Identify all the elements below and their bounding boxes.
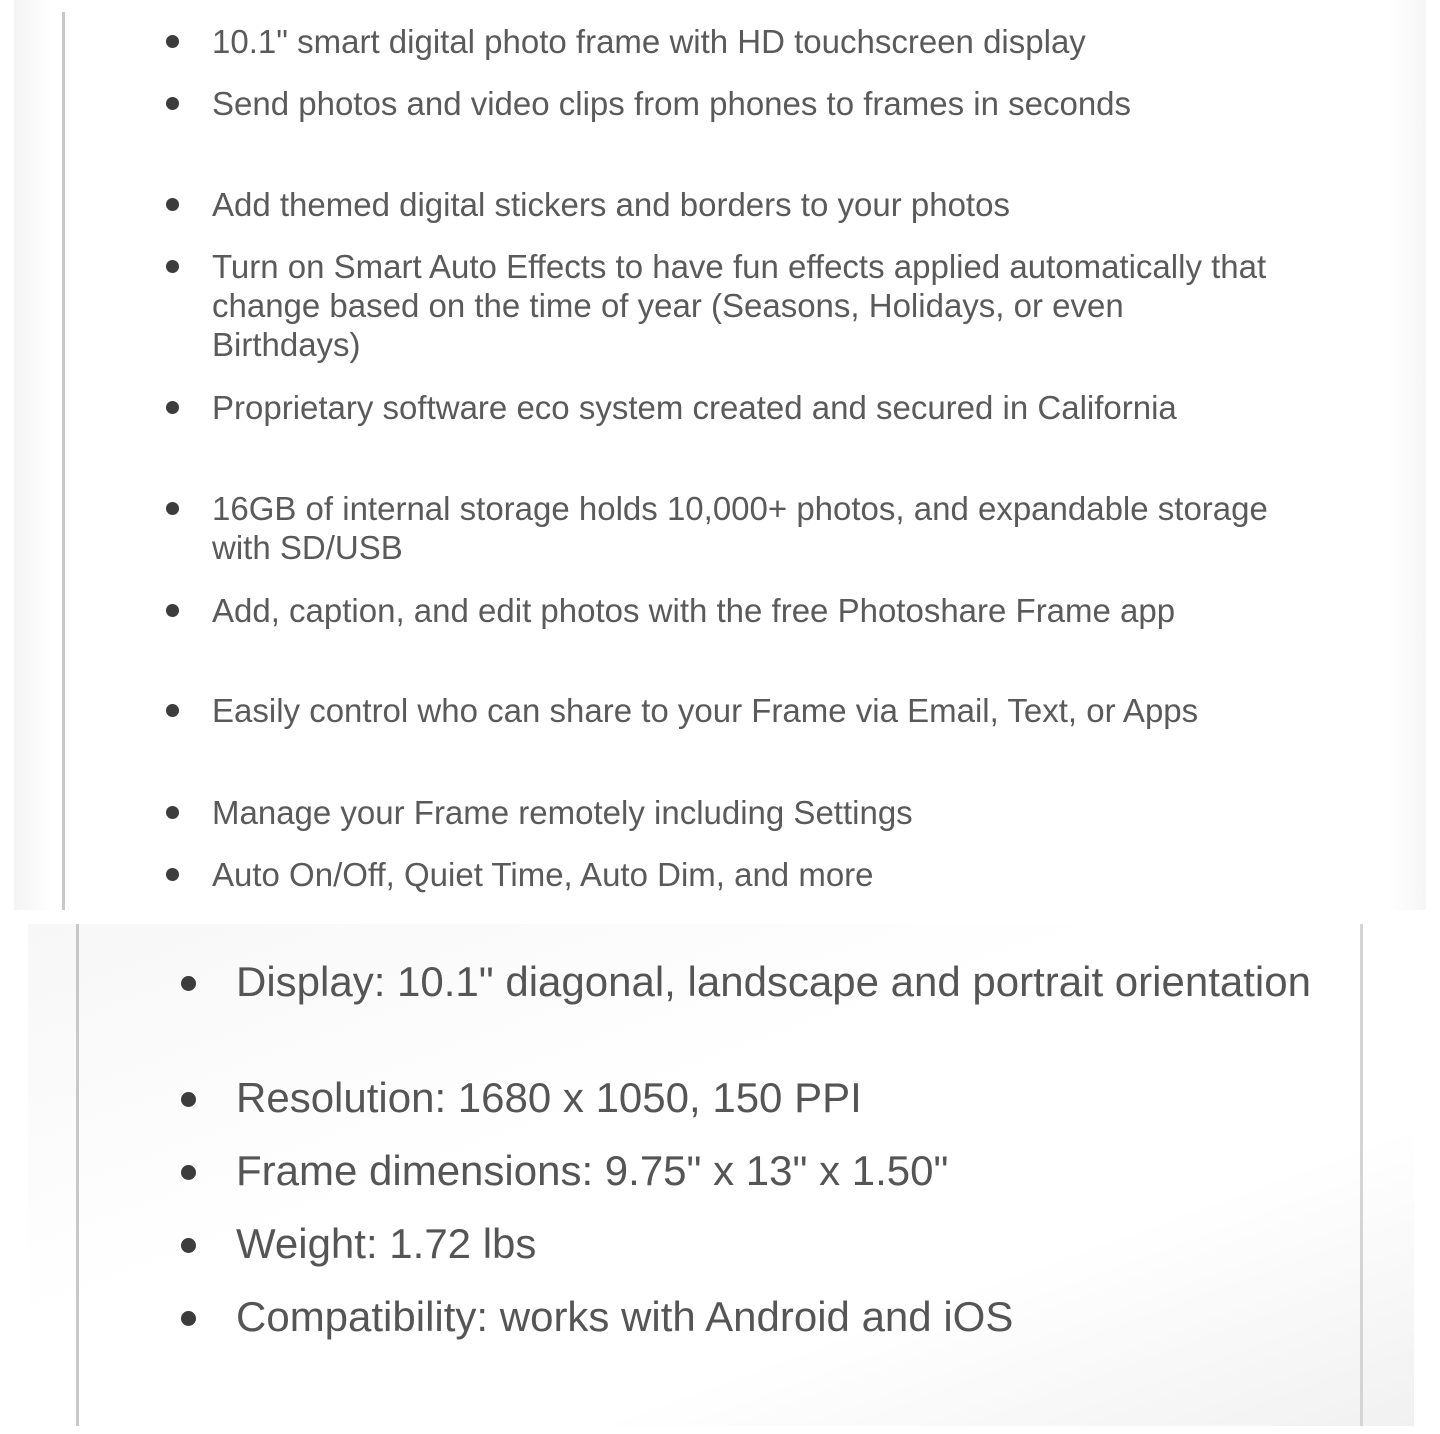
feature-text: Manage your Frame remotely including Settings	[212, 794, 913, 831]
bullet-icon	[166, 260, 179, 273]
bullet-icon	[166, 97, 179, 110]
panel-left-border	[62, 12, 65, 910]
features-panel	[14, 0, 1426, 910]
feature-text: Easily control who can share to your Frame via Email, Text, or Apps	[212, 692, 1199, 729]
spec-text: Display: 10.1" diagonal, landscape and portrait orientation	[236, 958, 1311, 1005]
feature-item-software	[212, 388, 1272, 427]
feature-item-remote	[212, 793, 1272, 832]
spec-item-display	[236, 960, 1316, 1004]
spec-text: Frame dimensions: 9.75" x 13" x 1.50"	[236, 1147, 949, 1194]
spec-item-weight	[236, 1222, 1316, 1266]
bullet-icon	[181, 1165, 196, 1180]
spec-text: Resolution: 1680 x 1050, 150 PPI	[236, 1074, 862, 1121]
feature-text: 10.1" smart digital photo frame with HD touchscreen display	[212, 23, 1086, 60]
feature-item-auto-settings	[212, 855, 1272, 894]
feature-text: Auto On/Off, Quiet Time, Auto Dim, and more	[212, 856, 874, 893]
spec-text: Compatibility: works with Android and iOS	[236, 1293, 1014, 1340]
bullet-icon	[181, 976, 196, 991]
feature-text: 16GB of internal storage holds 10,000+ photos, and expandable storage with SD/USB	[212, 490, 1268, 566]
bullet-icon	[166, 704, 179, 717]
feature-item-send-photos	[212, 84, 1272, 123]
panel-left-border	[76, 924, 79, 1426]
spec-text: Weight: 1.72 lbs	[236, 1220, 537, 1267]
feature-text: Proprietary software eco system created and secured in California	[212, 389, 1177, 426]
feature-text: Turn on Smart Auto Effects to have fun effects applied automatically that change based on the time of year (Seasons, Holidays, or even Birthdays)	[212, 248, 1267, 363]
bullet-icon	[166, 35, 179, 48]
spec-item-dimensions	[236, 1149, 1316, 1193]
bullet-icon	[181, 1092, 196, 1107]
feature-item-display	[212, 22, 1272, 61]
bullet-icon	[166, 806, 179, 819]
feature-item-smart-effects	[212, 247, 1272, 364]
bullet-icon	[166, 401, 179, 414]
bullet-icon	[166, 868, 179, 881]
feature-item-stickers	[212, 185, 1272, 224]
bullet-icon	[181, 1238, 196, 1253]
feature-item-storage	[212, 489, 1272, 567]
panel-right-border	[1360, 924, 1363, 1426]
specs-panel	[28, 924, 1414, 1426]
spec-item-resolution	[236, 1076, 1316, 1120]
bullet-icon	[166, 502, 179, 515]
spec-item-compatibility	[236, 1295, 1316, 1339]
feature-text: Add, caption, and edit photos with the free Photoshare Frame app	[212, 592, 1176, 629]
bullet-icon	[181, 1311, 196, 1326]
feature-item-sharing-control	[212, 691, 1272, 730]
feature-text: Add themed digital stickers and borders to your photos	[212, 186, 1010, 223]
feature-item-app	[212, 591, 1272, 630]
bullet-icon	[166, 604, 179, 617]
feature-text: Send photos and video clips from phones to frames in seconds	[212, 85, 1132, 122]
bullet-icon	[166, 198, 179, 211]
